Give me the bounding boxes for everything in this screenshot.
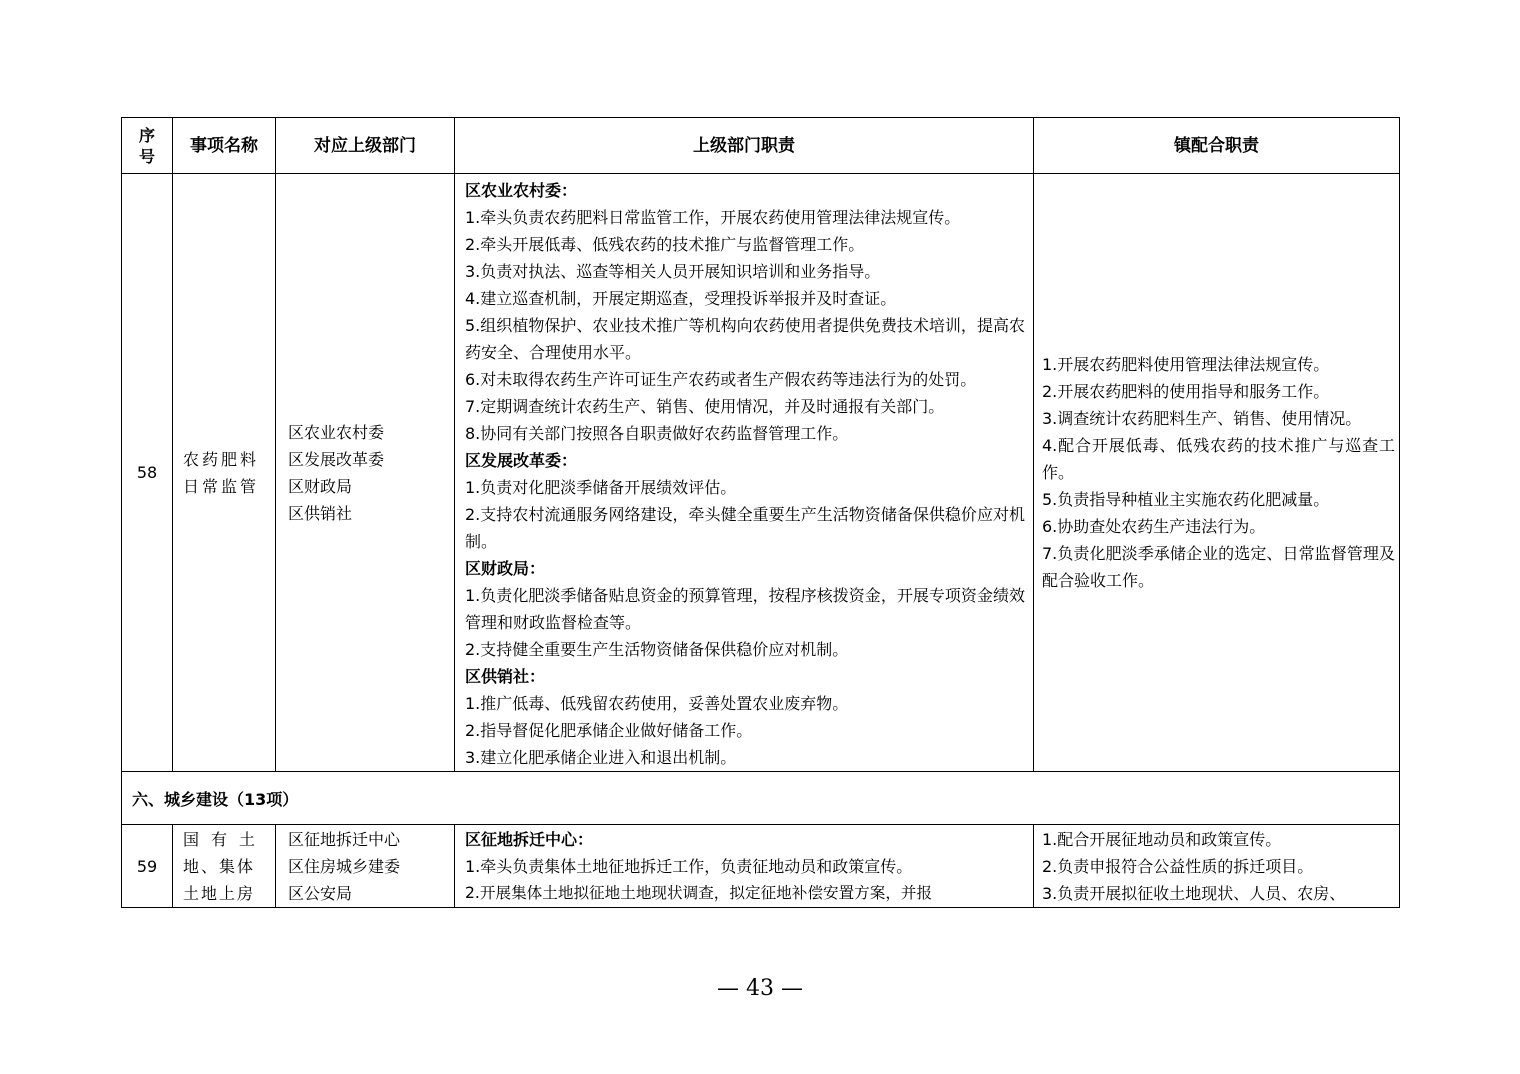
dept-item: 区供销社 [288,503,353,523]
duty-heading: 区财政局： [465,559,546,578]
duty-item: 7.定期调查统计农药生产、销售、使用情况，并及时通报有关部门。 [465,397,945,416]
duty-item: 6.对未取得农药生产许可证生产农药或者生产假农药等违法行为的处罚。 [465,370,977,389]
row-number: 58 [122,174,173,772]
duty-item: 1.牵头负责集体土地征地拆迁工作，负责征地动员和政策宣传。 [465,857,913,876]
duty-item: 1.牵头负责农药肥料日常监管工作，开展农药使用管理法律法规宣传。 [465,208,961,227]
item-name [173,825,276,908]
town-duty-item: 6.协助查处农药生产违法行为。 [1042,517,1266,536]
duty-heading: 区农业农村委： [465,181,578,200]
duty-heading: 区发展改革委： [465,451,578,470]
duty-item: 2.支持农村流通服务网络建设，牵头健全重要生产生活物资储备保供稳价应对机制。 [465,505,1025,551]
item-name-line: 日常监管 [183,476,260,496]
header-no-char-1: 序 [138,125,155,145]
town-duty-item: 2.负责申报符合公益性质的拆迁项目。 [1042,857,1314,876]
dept-duties [455,825,1034,908]
table-row [122,174,1400,772]
dept-item: 区财政局 [288,476,353,496]
duty-item: 1.推广低毒、低残留农药使用，妥善处置农业废弃物。 [465,694,849,713]
duty-item: 8.协同有关部门按照各自职责做好农药监督管理工作。 [465,424,849,443]
item-name-line: 国有土 [183,830,268,849]
town-duty-item: 1.配合开展征地动员和政策宣传。 [1042,830,1282,849]
town-duties [1034,174,1400,772]
duty-heading: 区供销社： [465,667,546,686]
dept-item: 区发展改革委 [288,449,385,469]
dept-item: 区住房城乡建委 [288,857,401,876]
dept-item: 区农业农村委 [288,422,385,442]
duty-item: 2.指导督促化肥承储企业做好储备工作。 [465,721,753,740]
responsibility-table [121,117,1400,908]
table-header-row [122,118,1400,174]
town-duty-item: 5.负责指导种植业主实施农药化肥减量。 [1042,490,1330,509]
duty-item: 5.组织植物保护、农业技术推广等机构向农药使用者提供免费技术培训，提高农药安全、合理使用水平。 [465,316,1025,362]
duty-item: 1.负责化肥淡季储备贴息资金的预算管理，按程序核拨资金，开展专项资金绩效管理和财政监督检查等。 [465,586,1025,632]
dept-item: 区征地拆迁中心 [288,830,401,849]
town-duty-item: 1.开展农药肥料使用管理法律法规宣传。 [1042,355,1330,374]
item-name-line: 农药肥料 [183,449,260,469]
page-number: — 43 — [717,976,803,1001]
item-name-line: 土地上房 [183,884,256,903]
row-number: 59 [122,825,173,908]
header-no [122,118,173,174]
duty-item: 4.建立巡查机制，开展定期巡查，受理投诉举报并及时查证。 [465,289,897,308]
town-duty-item: 7.负责化肥淡季承储企业的选定、日常监督管理及配合验收工作。 [1042,544,1395,590]
section-title: 六、城乡建设（13项） [122,772,1400,825]
town-duty-item: 2.开展农药肥料的使用指导和服务工作。 [1042,382,1330,401]
duty-item: 3.负责对执法、巡查等相关人员开展知识培训和业务指导。 [465,262,881,281]
duty-heading: 区征地拆迁中心： [465,830,594,849]
dept-list [276,825,455,908]
header-dept-duty: 上级部门职责 [455,118,1034,174]
header-item-name: 事项名称 [173,118,276,174]
duty-item: 1.负责对化肥淡季储备开展绩效评估。 [465,478,737,497]
dept-item: 区公安局 [288,884,353,903]
duty-item: 3.建立化肥承储企业进入和退出机制。 [465,748,737,767]
town-duty-item: 3.负责开展拟征收土地现状、人员、农房、 [1042,884,1346,903]
duty-item: 2.开展集体土地拟征地土地现状调查，拟定征地补偿安置方案，并报 [465,884,933,902]
dept-list [276,174,455,772]
item-name-line: 地、集体 [183,857,256,876]
duty-item: 2.支持健全重要生产生活物资储备保供稳价应对机制。 [465,640,849,659]
section-row [122,772,1400,825]
item-name [173,174,276,772]
header-town-duty: 镇配合职责 [1034,118,1400,174]
duty-item: 2.牵头开展低毒、低残农药的技术推广与监督管理工作。 [465,235,865,254]
header-no-char-2: 号 [138,146,155,166]
header-dept: 对应上级部门 [276,118,455,174]
table-row [122,825,1400,908]
town-duties [1034,825,1400,908]
town-duty-item: 4.配合开展低毒、低残农药的技术推广与巡查工作。 [1042,436,1395,482]
town-duty-item: 3.调查统计农药肥料生产、销售、使用情况。 [1042,409,1362,428]
dept-duties [455,174,1034,772]
